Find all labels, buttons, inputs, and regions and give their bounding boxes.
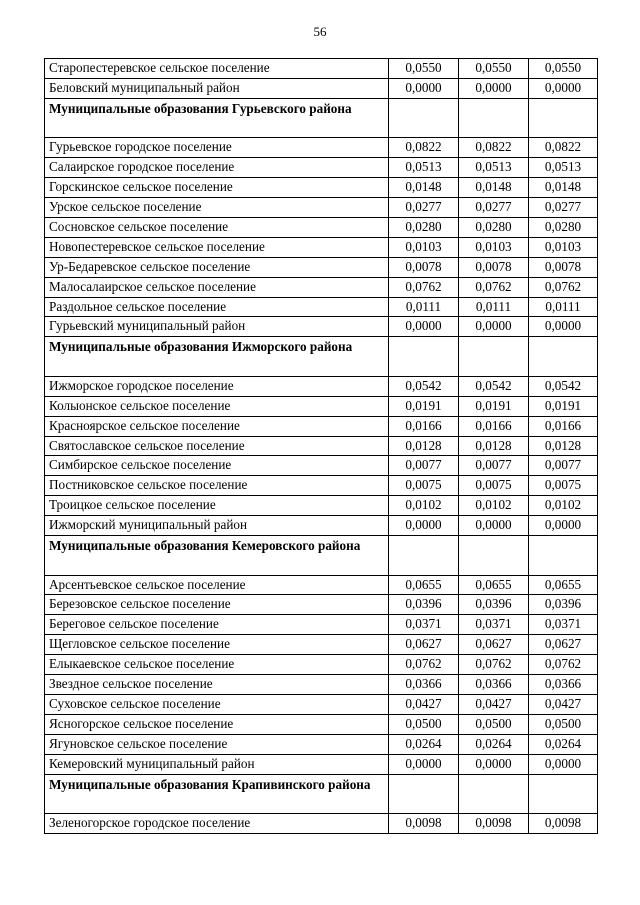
value-cell-3: 0,0762	[529, 277, 598, 297]
section-header-row	[45, 536, 598, 576]
value-cell-3: 0,0191	[529, 396, 598, 416]
table-row	[45, 456, 598, 476]
value-cell-2: 0,0762	[459, 277, 529, 297]
value-cell-3: 0,0277	[529, 198, 598, 218]
municipality-name: Ижморское городское поселение	[45, 376, 389, 396]
table-row	[45, 754, 598, 774]
municipality-name: Троицкое сельское поселение	[45, 496, 389, 516]
section-title: Муниципальные образования Кемеровского района	[45, 536, 389, 576]
value-cell-2: 0,0148	[459, 178, 529, 198]
section-header-row	[45, 98, 598, 138]
value-cell-3: 0,0000	[529, 516, 598, 536]
value-cell-2: 0,0128	[459, 436, 529, 456]
table-row	[45, 496, 598, 516]
data-table	[44, 58, 598, 834]
empty-cell	[529, 98, 598, 138]
empty-cell	[389, 774, 459, 814]
value-cell-2: 0,0396	[459, 595, 529, 615]
municipality-name: Ягуновское сельское поселение	[45, 734, 389, 754]
table-body	[45, 59, 598, 834]
value-cell-1: 0,0000	[389, 516, 459, 536]
table-row	[45, 198, 598, 218]
value-cell-3: 0,0166	[529, 416, 598, 436]
table-row	[45, 237, 598, 257]
value-cell-1: 0,0655	[389, 575, 459, 595]
value-cell-1: 0,0148	[389, 178, 459, 198]
municipality-name: Ур-Бедаревское сельское поселение	[45, 257, 389, 277]
municipality-name: Арсентьевское сельское поселение	[45, 575, 389, 595]
value-cell-3: 0,0102	[529, 496, 598, 516]
table-row	[45, 595, 598, 615]
value-cell-1: 0,0103	[389, 237, 459, 257]
municipality-name: Новопестеревское сельское поселение	[45, 237, 389, 257]
empty-cell	[389, 98, 459, 138]
value-cell-2: 0,0500	[459, 714, 529, 734]
value-cell-3: 0,0077	[529, 456, 598, 476]
table-row	[45, 297, 598, 317]
table-row	[45, 178, 598, 198]
municipality-name: Колыонское сельское поселение	[45, 396, 389, 416]
table-row	[45, 416, 598, 436]
value-cell-3: 0,0111	[529, 297, 598, 317]
value-cell-3: 0,0075	[529, 476, 598, 496]
value-cell-1: 0,0077	[389, 456, 459, 476]
empty-cell	[459, 536, 529, 576]
empty-cell	[389, 337, 459, 377]
table-row	[45, 694, 598, 714]
value-cell-2: 0,0000	[459, 754, 529, 774]
value-cell-1: 0,0098	[389, 814, 459, 834]
municipality-name: Ижморский муниципальный район	[45, 516, 389, 536]
table-row	[45, 734, 598, 754]
municipality-name: Гурьевское городское поселение	[45, 138, 389, 158]
value-cell-1: 0,0111	[389, 297, 459, 317]
value-cell-3: 0,0078	[529, 257, 598, 277]
value-cell-2: 0,0103	[459, 237, 529, 257]
value-cell-1: 0,0191	[389, 396, 459, 416]
municipality-name: Беловский муниципальный район	[45, 78, 389, 98]
table-row	[45, 59, 598, 79]
value-cell-3: 0,0264	[529, 734, 598, 754]
value-cell-2: 0,0264	[459, 734, 529, 754]
value-cell-3: 0,0148	[529, 178, 598, 198]
municipality-name: Елыкаевское сельское поселение	[45, 655, 389, 675]
section-header-row	[45, 337, 598, 377]
municipality-name: Старопестеревское сельское поселение	[45, 59, 389, 79]
table-row	[45, 396, 598, 416]
value-cell-2: 0,0822	[459, 138, 529, 158]
value-cell-1: 0,0000	[389, 78, 459, 98]
table-row	[45, 217, 598, 237]
value-cell-1: 0,0762	[389, 655, 459, 675]
municipality-name: Постниковское сельское поселение	[45, 476, 389, 496]
value-cell-2: 0,0191	[459, 396, 529, 416]
value-cell-2: 0,0550	[459, 59, 529, 79]
table-row	[45, 376, 598, 396]
value-cell-1: 0,0762	[389, 277, 459, 297]
empty-cell	[529, 774, 598, 814]
section-title: Муниципальные образования Крапивинского района	[45, 774, 389, 814]
value-cell-2: 0,0655	[459, 575, 529, 595]
value-cell-3: 0,0103	[529, 237, 598, 257]
table-row	[45, 317, 598, 337]
municipality-name: Раздольное сельское поселение	[45, 297, 389, 317]
table-row	[45, 675, 598, 695]
value-cell-1: 0,0277	[389, 198, 459, 218]
empty-cell	[529, 536, 598, 576]
municipality-name: Красноярское сельское поселение	[45, 416, 389, 436]
value-cell-1: 0,0075	[389, 476, 459, 496]
value-cell-1: 0,0396	[389, 595, 459, 615]
municipality-name: Кемеровский муниципальный район	[45, 754, 389, 774]
value-cell-1: 0,0500	[389, 714, 459, 734]
municipality-name: Горскинское сельское поселение	[45, 178, 389, 198]
page-number: 56	[313, 24, 327, 39]
value-cell-1: 0,0427	[389, 694, 459, 714]
value-cell-3: 0,0000	[529, 317, 598, 337]
value-cell-3: 0,0500	[529, 714, 598, 734]
table-row	[45, 158, 598, 178]
value-cell-2: 0,0078	[459, 257, 529, 277]
value-cell-3: 0,0427	[529, 694, 598, 714]
value-cell-2: 0,0000	[459, 516, 529, 536]
section-title: Муниципальные образования Гурьевского района	[45, 98, 389, 138]
municipality-name: Березовское сельское поселение	[45, 595, 389, 615]
value-cell-2: 0,0000	[459, 317, 529, 337]
table-row	[45, 655, 598, 675]
value-cell-3: 0,0098	[529, 814, 598, 834]
municipality-name: Малосалаирское сельское поселение	[45, 277, 389, 297]
value-cell-2: 0,0166	[459, 416, 529, 436]
value-cell-1: 0,0128	[389, 436, 459, 456]
table-row	[45, 277, 598, 297]
municipality-name: Звездное сельское поселение	[45, 675, 389, 695]
empty-cell	[529, 337, 598, 377]
value-cell-3: 0,0762	[529, 655, 598, 675]
municipality-name: Сосновское сельское поселение	[45, 217, 389, 237]
value-cell-1: 0,0000	[389, 754, 459, 774]
empty-cell	[459, 774, 529, 814]
table-row	[45, 516, 598, 536]
section-header-row	[45, 774, 598, 814]
value-cell-2: 0,0098	[459, 814, 529, 834]
value-cell-1: 0,0822	[389, 138, 459, 158]
value-cell-1: 0,0264	[389, 734, 459, 754]
value-cell-3: 0,0513	[529, 158, 598, 178]
value-cell-2: 0,0077	[459, 456, 529, 476]
value-cell-1: 0,0166	[389, 416, 459, 436]
value-cell-3: 0,0000	[529, 78, 598, 98]
value-cell-2: 0,0000	[459, 78, 529, 98]
value-cell-2: 0,0427	[459, 694, 529, 714]
municipality-name: Святославское сельское поселение	[45, 436, 389, 456]
value-cell-2: 0,0762	[459, 655, 529, 675]
value-cell-1: 0,0078	[389, 257, 459, 277]
value-cell-3: 0,0655	[529, 575, 598, 595]
value-cell-2: 0,0277	[459, 198, 529, 218]
value-cell-3: 0,0371	[529, 615, 598, 635]
value-cell-3: 0,0542	[529, 376, 598, 396]
table-row	[45, 615, 598, 635]
value-cell-1: 0,0366	[389, 675, 459, 695]
municipality-name: Береговое сельское поселение	[45, 615, 389, 635]
value-cell-3: 0,0396	[529, 595, 598, 615]
value-cell-2: 0,0111	[459, 297, 529, 317]
value-cell-1: 0,0000	[389, 317, 459, 337]
value-cell-1: 0,0371	[389, 615, 459, 635]
table-row	[45, 78, 598, 98]
value-cell-2: 0,0102	[459, 496, 529, 516]
value-cell-2: 0,0542	[459, 376, 529, 396]
value-cell-1: 0,0102	[389, 496, 459, 516]
municipality-name: Щегловское сельское поселение	[45, 635, 389, 655]
value-cell-1: 0,0542	[389, 376, 459, 396]
table-row	[45, 635, 598, 655]
municipality-name: Суховское сельское поселение	[45, 694, 389, 714]
value-cell-3: 0,0627	[529, 635, 598, 655]
value-cell-1: 0,0550	[389, 59, 459, 79]
value-cell-2: 0,0627	[459, 635, 529, 655]
municipality-name: Гурьевский муниципальный район	[45, 317, 389, 337]
value-cell-2: 0,0513	[459, 158, 529, 178]
municipality-name: Урское сельское поселение	[45, 198, 389, 218]
table-row	[45, 575, 598, 595]
value-cell-1: 0,0280	[389, 217, 459, 237]
municipality-name: Зеленогорское городское поселение	[45, 814, 389, 834]
table-row	[45, 436, 598, 456]
value-cell-2: 0,0075	[459, 476, 529, 496]
value-cell-1: 0,0627	[389, 635, 459, 655]
value-cell-2: 0,0366	[459, 675, 529, 695]
municipality-name: Симбирское сельское поселение	[45, 456, 389, 476]
municipality-name: Салаирское городское поселение	[45, 158, 389, 178]
table-row	[45, 257, 598, 277]
value-cell-1: 0,0513	[389, 158, 459, 178]
value-cell-2: 0,0280	[459, 217, 529, 237]
section-title: Муниципальные образования Ижморского района	[45, 337, 389, 377]
municipality-name: Ясногорское сельское поселение	[45, 714, 389, 734]
value-cell-3: 0,0280	[529, 217, 598, 237]
table-row	[45, 138, 598, 158]
value-cell-2: 0,0371	[459, 615, 529, 635]
value-cell-3: 0,0000	[529, 754, 598, 774]
empty-cell	[389, 536, 459, 576]
empty-cell	[459, 337, 529, 377]
table-row	[45, 714, 598, 734]
value-cell-3: 0,0366	[529, 675, 598, 695]
table-row	[45, 476, 598, 496]
value-cell-3: 0,0128	[529, 436, 598, 456]
value-cell-3: 0,0822	[529, 138, 598, 158]
table-row	[45, 814, 598, 834]
value-cell-3: 0,0550	[529, 59, 598, 79]
empty-cell	[459, 98, 529, 138]
